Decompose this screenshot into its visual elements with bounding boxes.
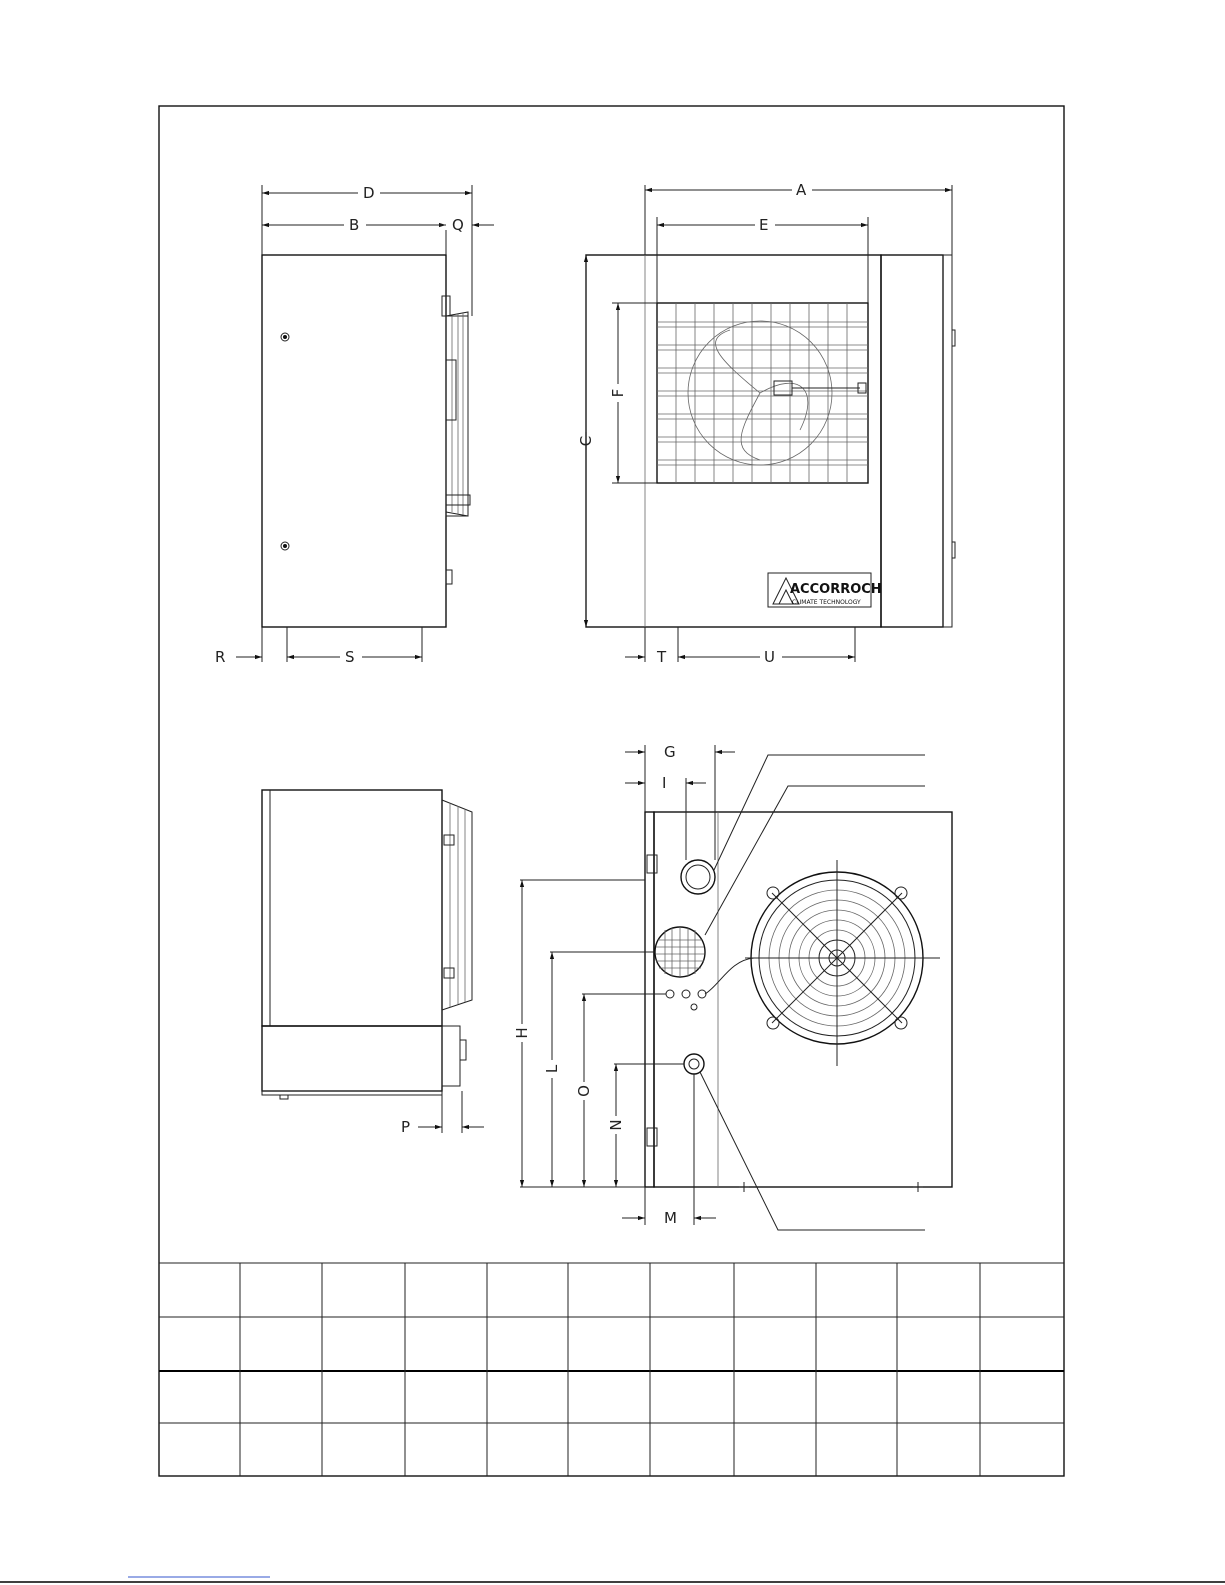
- dimension-n: [607, 1064, 625, 1187]
- side-view-bottom: [262, 790, 472, 1133]
- dim-label-s: S: [345, 648, 355, 666]
- dim-label-q: Q: [452, 216, 464, 234]
- dim-label-r: R: [215, 648, 226, 666]
- dimension-c: [577, 255, 595, 627]
- dim-label-t: T: [657, 648, 667, 666]
- dim-label-g: G: [664, 743, 676, 761]
- dimension-e: [657, 216, 868, 234]
- dimension-m: [622, 1209, 716, 1227]
- dimension-i: [625, 774, 706, 792]
- dim-label-c: C: [577, 435, 595, 447]
- dim-label-o: O: [575, 1085, 593, 1097]
- dimension-r-s: [215, 648, 422, 666]
- front-view: [586, 185, 955, 662]
- dim-label-m: M: [664, 1209, 677, 1227]
- logo-tagline: CLIMATE TECHNOLOGY: [792, 599, 861, 606]
- dim-label-d: D: [363, 184, 375, 202]
- dim-label-l: L: [543, 1064, 561, 1074]
- dim-label-f: F: [609, 388, 627, 398]
- dim-label-h: H: [513, 1027, 531, 1039]
- dimension-t-u: [625, 648, 855, 666]
- dim-label-e: E: [759, 216, 769, 234]
- dimension-l: [543, 952, 561, 1187]
- dimension-o: [575, 994, 593, 1187]
- rear-view: [520, 745, 952, 1230]
- dimension-q: [432, 216, 494, 234]
- dimension-f: [609, 303, 627, 483]
- dim-label-u: U: [764, 648, 775, 666]
- dimension-g: [625, 743, 735, 761]
- dim-label-n: N: [607, 1119, 625, 1131]
- fan-grille: [705, 860, 940, 1066]
- dimension-a: [645, 181, 952, 199]
- logo-name: ACCORROCH: [790, 582, 882, 597]
- dim-label-p: P: [401, 1118, 411, 1136]
- side-view-top: [262, 185, 472, 662]
- drawing-frame: [159, 106, 1064, 1476]
- dimension-h: [513, 880, 531, 1187]
- dim-label-i: I: [662, 774, 667, 792]
- dimension-b: [262, 216, 446, 234]
- dim-label-a: A: [796, 181, 807, 199]
- dimension-table: [159, 1263, 1064, 1476]
- dim-label-b: B: [349, 216, 360, 234]
- dimension-d: [262, 184, 472, 202]
- brand-logo: [768, 573, 882, 607]
